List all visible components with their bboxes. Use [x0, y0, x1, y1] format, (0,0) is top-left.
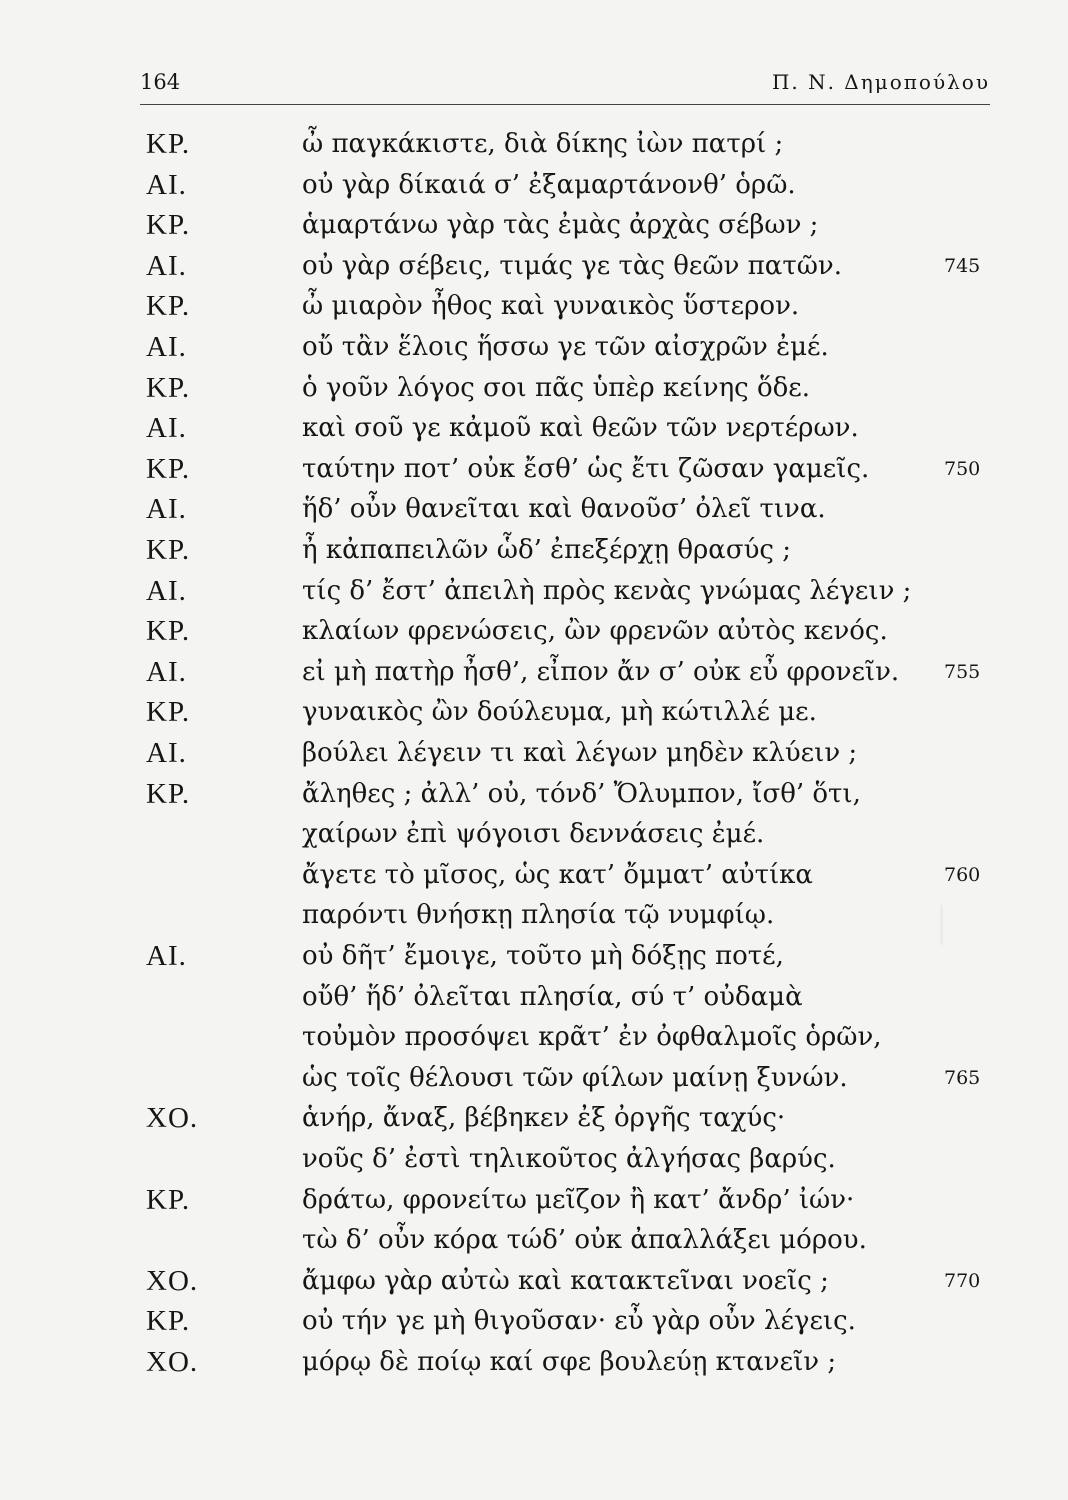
verse-line [0, 652, 1068, 693]
verse-text: δράτω, φρονείτω μεῖζον ἢ κατ’ ἄνδρ’ ἰών· [302, 1184, 855, 1215]
verse-text: ὡς τοῖς θέλουσι τῶν φίλων μαίνῃ ξυνών. [302, 1062, 848, 1093]
verse-text: ὦ παγκάκιστε, διὰ δίκης ἰὼν πατρί ; [302, 129, 784, 159]
speaker-label: ΑΙ. [146, 493, 187, 526]
verse-text: οὐ γὰρ σέβεις, τιμάς γε τὰς θεῶν πατῶν. [302, 250, 842, 281]
verse-text: οὐ γὰρ δίκαιά σ’ ἐξαμαρτάνονθ’ ὁρῶ. [302, 169, 796, 200]
speaker-label: ΑΙ. [146, 940, 187, 972]
speaker-label: ΑΙ. [146, 655, 187, 688]
line-number: 770 [944, 1269, 981, 1292]
speaker-label: ΧΟ. [146, 1346, 199, 1378]
verse-line [0, 571, 1068, 612]
verse-text: ἁνήρ, ἄναξ, βέβηκεν ἐξ ὀργῆς ταχύς· [302, 1103, 786, 1134]
verse-line [0, 246, 1068, 287]
speaker-label: ΑΙ. [146, 737, 187, 769]
verse-text: γυναικὸς ὢν δούλευμα, μὴ κώτιλλέ με. [302, 697, 817, 728]
line-number: 765 [944, 1066, 981, 1089]
verse-text: ἦ κἀπαπειλῶν ὧδ’ ἐπεξέρχῃ θρασύς ; [302, 535, 791, 565]
line-number: 750 [944, 457, 981, 480]
speaker-label: ΚΡ. [146, 452, 191, 485]
verse-text: παρόντι θνήσκῃ πλησία τῷ νυμφίῳ. [302, 900, 775, 931]
verse-line [0, 855, 1068, 896]
verse-line [0, 124, 1068, 165]
verse-text: τὼ δ’ οὖν κόρα τώδ’ οὐκ ἀπαλλάξει μόρου. [302, 1225, 867, 1256]
verse-line [0, 1017, 1068, 1058]
verse-text: ἄμφω γὰρ αὐτὼ καὶ κατακτεῖναι νοεῖς ; [302, 1265, 829, 1296]
verse-text: ἄληθες ; ἀλλ’ οὐ, τόνδ’ Ὄλυμπον, ἴσθ’ ὅτι, [302, 778, 861, 809]
verse-line [0, 530, 1068, 571]
line-number: 745 [944, 254, 981, 277]
verse-text: οὐ τήν γε μὴ θιγοῦσαν· εὖ γὰρ οὖν λέγεις. [302, 1306, 856, 1337]
speaker-label: ΚΡ. [146, 128, 191, 160]
verse-text: νοῦς δ’ ἐστὶ τηλικοῦτος ἀλγήσας βαρύς. [302, 1144, 836, 1174]
verse-line [0, 408, 1068, 449]
verse-text: τοὐμὸν προσόψει κρᾶτ’ ἐν ὀφθαλμοῖς ὁρῶν, [302, 1022, 882, 1053]
verse-line [0, 814, 1068, 855]
verse-line [0, 611, 1068, 652]
verse-line [0, 1220, 1068, 1261]
verse-line [0, 774, 1068, 815]
page-number: 164 [140, 70, 181, 94]
speaker-label: ΑΙ. [146, 249, 187, 282]
speaker-label: ΧΟ. [146, 1264, 199, 1297]
verse-text: οὔθ’ ἥδ’ ὀλεῖται πλησία, σύ τ’ οὐδαμὰ [302, 981, 803, 1012]
speaker-label: ΚΡ. [146, 696, 191, 729]
verse-line [0, 1139, 1068, 1180]
speaker-label: ΚΡ. [146, 1183, 191, 1216]
verse-text: ἄγετε τὸ μῖσος, ὡς κατ’ ὄμματ’ αὐτίκα [302, 859, 813, 890]
line-number: 760 [944, 863, 981, 886]
verse-text: οὐ δῆτ’ ἔμοιγε, τοῦτο μὴ δόξῃς ποτέ, [302, 941, 784, 971]
verse-text: κλαίων φρενώσεις, ὢν φρενῶν αὐτὸς κενός. [302, 616, 888, 647]
speaker-label: ΚΡ. [146, 371, 191, 404]
verse-text: τίς δ’ ἔστ’ ἀπειλὴ πρὸς κενὰς γνώμας λέγειν ; [302, 575, 912, 606]
verse-text: ὦ μιαρὸν ἦθος καὶ γυναικὸς ὕστερον. [302, 291, 800, 322]
verse-text: βούλει λέγειν τι καὶ λέγων μηδὲν κλύειν ; [302, 738, 858, 768]
verse-line [0, 1301, 1068, 1342]
speaker-label: ΚΡ. [146, 209, 191, 242]
verse-text: χαίρων ἐπὶ ψόγοισι δεννάσεις ἐμέ. [302, 819, 765, 850]
verse-text: μόρῳ δὲ ποίῳ καί σφε βουλεύῃ κτανεῖν ; [302, 1347, 837, 1377]
verse-line [0, 1342, 1068, 1383]
speaker-label: ΧΟ. [146, 1102, 199, 1135]
speaker-label: ΚΡ. [146, 1305, 191, 1338]
verse-line [0, 1261, 1068, 1302]
verse-text: ἥδ’ οὖν θανεῖται καὶ θανοῦσ’ ὀλεῖ τινα. [302, 494, 826, 525]
speaker-label: ΑΙ. [146, 412, 187, 445]
running-head: Π. Ν. Δημοπούλου [771, 70, 990, 94]
verse-text: ταύτην ποτ’ οὐκ ἔσθ’ ὡς ἔτι ζῶσαν γαμεῖς. [302, 453, 870, 484]
verse-text: ἁμαρτάνω γὰρ τὰς ἐμὰς ἀρχὰς σέβων ; [302, 210, 819, 241]
speaker-label: ΑΙ. [146, 574, 187, 607]
verse-text: καὶ σοῦ γε κἀμοῦ καὶ θεῶν τῶν νερτέρων. [302, 413, 859, 444]
verse-line [0, 733, 1068, 774]
verse-line [0, 449, 1068, 490]
verse-line [0, 489, 1068, 530]
verse-line [0, 1180, 1068, 1221]
speaker-label: ΚΡ. [146, 534, 191, 566]
verse-line [0, 286, 1068, 327]
speaker-label: ΑΙ. [146, 331, 187, 363]
verse-text: ὁ γοῦν λόγος σοι πᾶς ὑπὲρ κείνης ὅδε. [302, 372, 811, 403]
verse-line [0, 165, 1068, 206]
verse-line [0, 205, 1068, 246]
speaker-label: ΚΡ. [146, 615, 191, 648]
speaker-label: ΚΡ. [146, 777, 191, 810]
speaker-label: ΚΡ. [146, 290, 191, 323]
verse-text: οὔ τἂν ἕλοις ἥσσω γε τῶν αἰσχρῶν ἐμέ. [302, 332, 829, 362]
page-header [140, 70, 990, 105]
verse-line [0, 1098, 1068, 1139]
verse-line [0, 977, 1068, 1018]
verse-text: εἰ μὴ πατὴρ ἦσθ’, εἶπον ἄν σ’ οὐκ εὖ φρονεῖν. [302, 656, 900, 687]
speaker-label: ΑΙ. [146, 168, 187, 201]
verse-line [0, 1058, 1068, 1099]
verse-line [0, 368, 1068, 409]
verse-line [0, 692, 1068, 733]
verse-line [0, 327, 1068, 368]
verse-line [0, 895, 1068, 936]
line-number: 755 [944, 660, 981, 683]
verse-line [0, 936, 1068, 977]
